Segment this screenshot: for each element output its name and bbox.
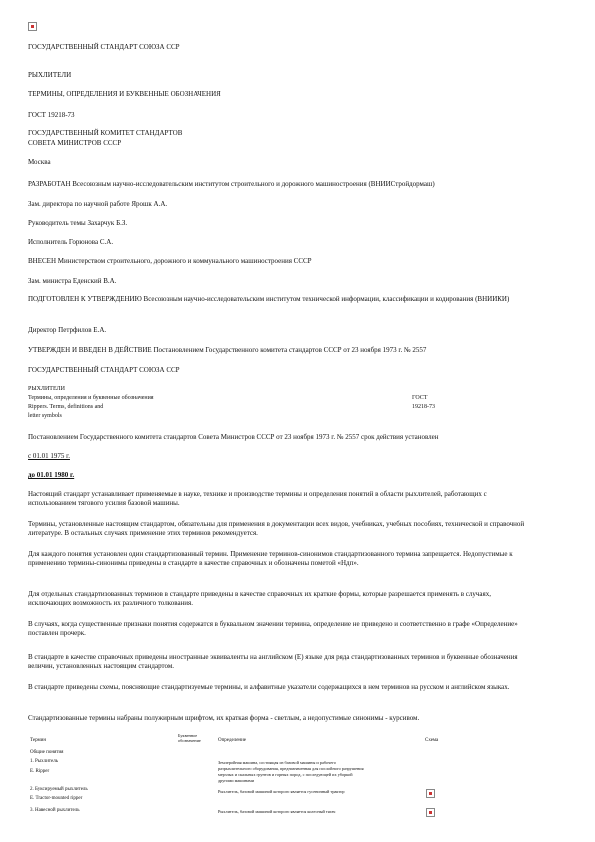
column-header-scheme: Схема <box>425 738 439 743</box>
city: Москва <box>28 158 51 166</box>
developed-by: РАЗРАБОТАН Всесоюзным научно-исследовательским институтом строительного и дорожного машиностроения (ВНИИСтройдормаш) <box>28 180 435 188</box>
table-row-definition: Землеройная машина, состоящая из базовой машины и рабочего <box>218 760 336 765</box>
table-row-definition: мерзлых и скальных грунтов и горных пород, с последующей их уборкой <box>218 772 353 777</box>
paragraph-mandatory: Термины, установленные настоящим стандартом, обязательны для применения в документации всех видов, учебниках, учебных пособиях, технической и справочной литературе. В остальных случаях применение этих терминов рекомендуется. <box>28 520 525 537</box>
decree-text: Постановлением Государственного комитета стандартов Совета Министров СССР от 23 ноября 1973 г. № 2557 срок действия установлен <box>28 433 439 441</box>
table-row-term: 3. Навесной рыхлитель <box>30 808 80 813</box>
table-row-definition: Рыхлитель, базовой машиной которого является колесный тягач <box>218 809 336 814</box>
broken-image-icon <box>28 22 37 31</box>
paragraph-equivalents: В стандарте в качестве справочных приведены иностранные эквиваленты на английском (Е) языке для ряда стандартизованных терминов и буквенные обозначения величин, установленных настоящим стандартом. <box>28 653 518 670</box>
paragraph-scope: Настоящий стандарт устанавливает применяемые в науке, технике и производстве термины и определения понятий в области рыхлителей, работающих с использованием тягового усилия базовой машины. <box>28 490 487 507</box>
deputy-director: Зам. директора по научной работе Ярошк А.А. <box>28 200 168 208</box>
table-row-definition: Рыхлитель, базовой машиной которого является гусеничный трактор <box>218 789 345 794</box>
subject-heading-2: РЫХЛИТЕЛИ <box>28 386 65 392</box>
table-row-term: 1. Рыхлитель <box>30 759 58 764</box>
table-row-definition: другими машинами <box>218 778 255 783</box>
table-section-title: Общие понятия <box>30 750 64 755</box>
table-row-term-english: E. Tractor-mounted ripper <box>30 796 83 801</box>
table-row-term: 2. Буксируемый рыхлитель <box>30 787 88 792</box>
paragraph-typography: Стандартизованные термины набраны полужирным шрифтом, их краткая форма - светлым, а недопустимые синонимы - курсивом. <box>28 714 420 722</box>
title-english: Rippers. Terms, definitions and <box>28 404 104 410</box>
gost-number-2: 19218-73 <box>412 404 435 410</box>
standard-header-2: ГОСУДАРСТВЕННЫЙ СТАНДАРТ СОЮЗА ССР <box>28 366 180 374</box>
broken-image-icon <box>426 808 435 817</box>
director: Директор Петрфилов Е.А. <box>28 326 107 334</box>
valid-from-date: с 01.01 1975 г. <box>28 452 70 460</box>
committee-line-1: ГОСУДАРСТВЕННЫЙ КОМИТЕТ СТАНДАРТОВ <box>28 129 183 137</box>
subject-heading: РЫХЛИТЕЛИ <box>28 71 72 79</box>
title-english-2: letter symbols <box>28 413 62 419</box>
valid-until-date: до 01.01 1980 г. <box>28 471 75 479</box>
broken-image-icon <box>426 789 435 798</box>
column-header-term: Термин <box>30 738 47 743</box>
theme-leader: Руководитель темы Захарчук Б.З. <box>28 219 128 227</box>
column-header-symbol-2: обозначение <box>178 738 201 743</box>
committee-line-2: СОВЕТА МИНИСТРОВ СССР <box>28 139 122 147</box>
table-row-term: Е. Ripper <box>30 769 50 774</box>
paragraph-short-forms: Для отдельных стандартизованных терминов в стандарте приведены в качестве справочных их краткие формы, которые разрешается применять в случаях, исключающих возможность их различного толкования. <box>28 590 491 607</box>
gost-number: ГОСТ 19218-73 <box>28 111 75 119</box>
table-row-definition: разрыхлительного оборудования, предназначенная для послойного разрушения <box>218 766 364 771</box>
column-header-symbol: Буквенное <box>178 733 198 738</box>
paragraph-schemes: В стандарте приведены схемы, поясняющие стандартизуемые термины, и алфавитные указатели содержащихся в нем терминов на русском и английском языках. <box>28 683 510 691</box>
introduced-by: ВНЕСЕН Министерством строительного, дорожного и коммунального машиностроения СССР <box>28 257 312 265</box>
standard-header: ГОСУДАРСТВЕННЫЙ СТАНДАРТ СОЮЗА ССР <box>28 43 180 51</box>
document-title: ТЕРМИНЫ, ОПРЕДЕЛЕНИЯ И БУКВЕННЫЕ ОБОЗНАЧЕНИЯ <box>28 90 221 98</box>
column-header-definition: Определение <box>218 738 246 743</box>
approved-by: УТВЕРЖДЕН И ВВЕДЕН В ДЕЙСТВИЕ Постановлением Государственного комитета стандартов СССР от 23 ноября 1973 г. № 2557 <box>28 346 427 354</box>
deputy-minister: Зам. министра Еденский В.А. <box>28 277 117 285</box>
executor: Исполнитель Горюнова С.А. <box>28 238 114 246</box>
title-russian: Термины, определения и буквенные обозначения <box>28 395 154 401</box>
gost-label: ГОСТ <box>412 395 428 401</box>
prepared-by: ПОДГОТОВЛЕН К УТВЕРЖДЕНИЮ Всесоюзным научно-исследовательским институтом технической информации, классификации и кодирования (ВНИИКИ) <box>28 295 510 303</box>
paragraph-definitions: В случаях, когда существенные признаки понятия содержатся в буквальном значении термина, определение не приведено и соответственно в графе «Определение» поставлен прочерк. <box>28 620 518 637</box>
paragraph-synonyms: Для каждого понятия установлен один стандартизованный термин. Применение терминов-синонимов стандартизованного термина запрещается. Недопустимые к применению термины-синонимы приведены в стандарте в качестве справочных и обозначены пометой «Ндп». <box>28 550 513 567</box>
